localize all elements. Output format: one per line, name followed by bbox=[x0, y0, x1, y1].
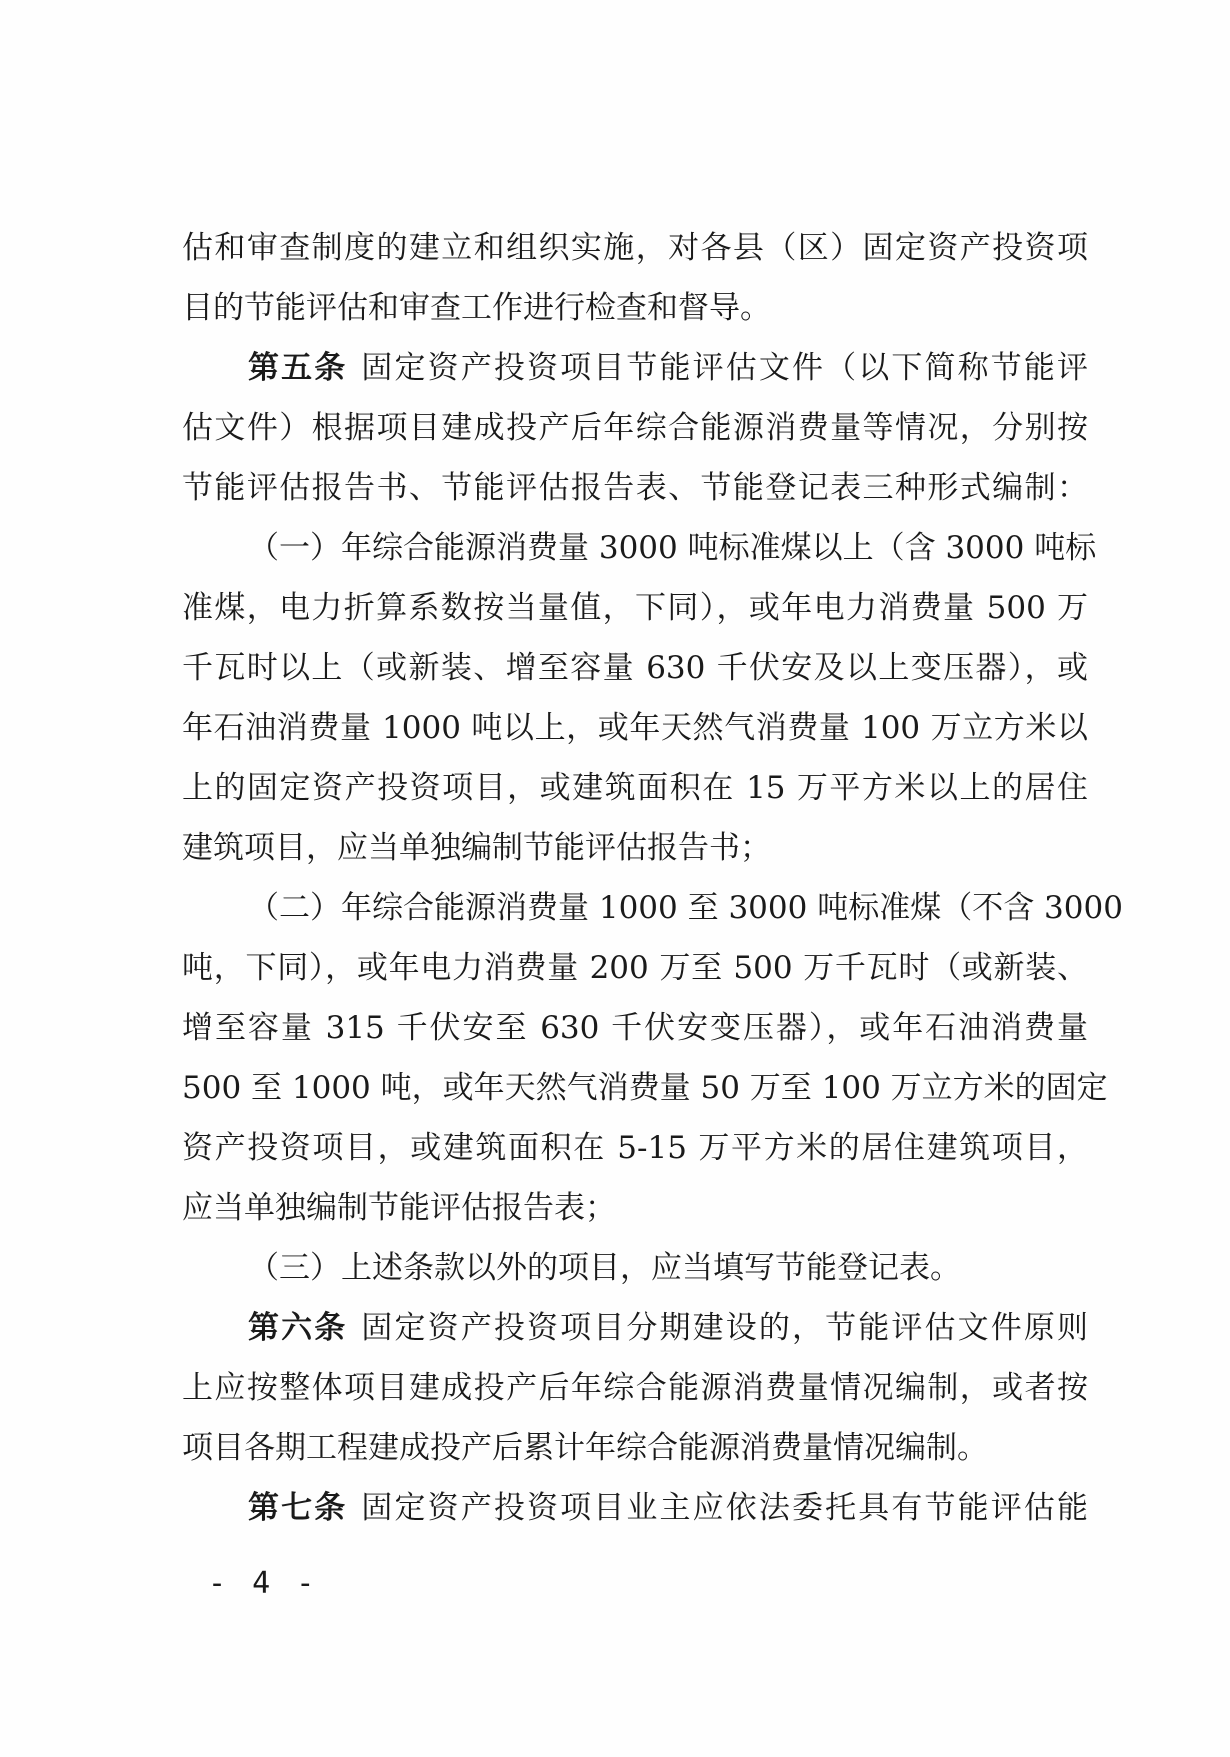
clause-2-line bbox=[248, 888, 1123, 928]
line-text: 增至容量 315 千伏安至 630 千伏安变压器），或年石油消费量 bbox=[182, 1010, 1088, 1046]
text-line bbox=[182, 1188, 1088, 1228]
text-line bbox=[182, 708, 1088, 748]
line-text: 建筑项目，应当单独编制节能评估报告书； bbox=[182, 830, 771, 866]
article-6-heading-line bbox=[248, 1308, 1088, 1348]
article-5-heading-line bbox=[248, 348, 1088, 388]
text-line bbox=[182, 1008, 1088, 1048]
line-text: 上应按整体项目建成投产后年综合能源消费量情况编制，或者按 bbox=[182, 1370, 1088, 1406]
clause-3-line bbox=[248, 1248, 1088, 1288]
article-label: 第五条 bbox=[248, 350, 348, 386]
line-text: （三）上述条款以外的项目，应当填写节能登记表。 bbox=[248, 1250, 961, 1286]
line-text: 500 至 1000 吨，或年天然气消费量 50 万至 100 万立方米的固定 bbox=[182, 1070, 1108, 1106]
page-number: - 4 - bbox=[208, 1566, 319, 1601]
text-line bbox=[182, 288, 1088, 328]
line-text: 年石油消费量 1000 吨以上，或年天然气消费量 100 万立方米以 bbox=[182, 710, 1088, 746]
text-line bbox=[182, 1128, 1088, 1168]
line-text: 项目各期工程建成投产后累计年综合能源消费量情况编制。 bbox=[182, 1430, 988, 1466]
text-line bbox=[182, 648, 1088, 688]
line-text: 准煤，电力折算系数按当量值，下同），或年电力消费量 500 万 bbox=[182, 590, 1088, 626]
text-line bbox=[182, 1368, 1088, 1408]
line-text: 上的固定资产投资项目，或建筑面积在 15 万平方米以上的居住 bbox=[182, 770, 1088, 806]
line-text: 资产投资项目，或建筑面积在 5-15 万平方米的居住建筑项目， bbox=[182, 1130, 1088, 1166]
text-line bbox=[182, 468, 1088, 508]
text-line bbox=[182, 588, 1088, 628]
text-line bbox=[182, 1428, 1088, 1468]
line-text: （二）年综合能源消费量 1000 至 3000 吨标准煤（不含 3000 bbox=[248, 890, 1123, 926]
clause-1-line bbox=[248, 528, 1097, 568]
line-text: 吨，下同），或年电力消费量 200 万至 500 万千瓦时（或新装、 bbox=[182, 950, 1088, 986]
line-text: 应当单独编制节能评估报告表； bbox=[182, 1190, 616, 1226]
article-label: 第七条 bbox=[248, 1490, 348, 1526]
line-text: 估和审查制度的建立和组织实施，对各县（区）固定资产投资项 bbox=[182, 230, 1088, 266]
text-line bbox=[182, 948, 1088, 988]
text-line bbox=[182, 408, 1088, 448]
text-line bbox=[182, 228, 1088, 268]
line-text: 固定资产投资项目节能评估文件（以下简称节能评 bbox=[361, 350, 1088, 386]
article-7-heading-line bbox=[248, 1488, 1088, 1528]
line-text: 目的节能评估和审查工作进行检查和督导。 bbox=[182, 290, 771, 326]
line-text: 千瓦时以上（或新装、增至容量 630 千伏安及以上变压器），或 bbox=[182, 650, 1088, 686]
line-text: 固定资产投资项目业主应依法委托具有节能评估能 bbox=[361, 1490, 1088, 1526]
article-label: 第六条 bbox=[248, 1310, 348, 1346]
line-text: 节能评估报告书、节能评估报告表、节能登记表三种形式编制： bbox=[182, 470, 1088, 506]
line-text: 固定资产投资项目分期建设的，节能评估文件原则 bbox=[361, 1310, 1088, 1346]
text-line bbox=[182, 768, 1088, 808]
line-text: 估文件）根据项目建成投产后年综合能源消费量等情况，分别按 bbox=[182, 410, 1088, 446]
text-line bbox=[182, 1068, 1108, 1108]
line-text: （一）年综合能源消费量 3000 吨标准煤以上（含 3000 吨标 bbox=[248, 530, 1097, 566]
text-line bbox=[182, 828, 1088, 868]
